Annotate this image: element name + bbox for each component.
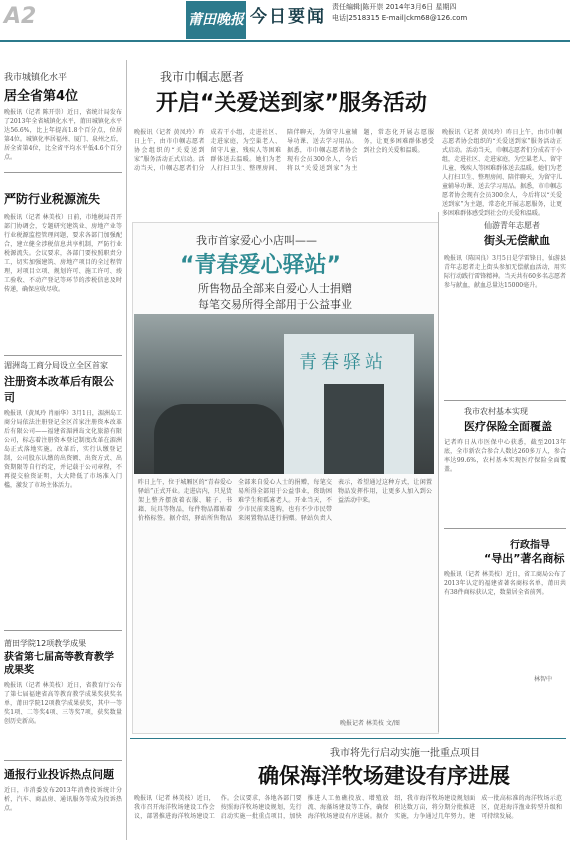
page-number: A2 <box>4 4 37 29</box>
article-kicker: 莆田学院12项教学成果 <box>4 639 87 648</box>
divider <box>4 630 122 631</box>
article-complaints <box>4 766 122 840</box>
feature-subtitle-1: 所售物品全部来自爱心人士捐赠 <box>198 282 352 295</box>
article-meizhou <box>4 360 122 645</box>
newspaper-logo: 莆田晚报 <box>186 1 246 39</box>
article-title: 街头无偿献血 <box>484 234 550 247</box>
main-kicker: 我市巾帼志愿者 <box>160 70 245 84</box>
article-title: 获省第七届高等教育教学成果奖 <box>4 652 114 676</box>
article-tax <box>4 190 122 363</box>
storefront-sign: 青春驿站 <box>299 352 387 373</box>
article-kicker: 湄洲岛工商分局设立全区首家 <box>4 361 108 370</box>
divider <box>444 528 566 529</box>
article-urbanization <box>4 70 122 166</box>
article-kicker: 行政指导 <box>510 540 550 551</box>
article-body: 记者昨日从市医保中心获悉，截至2013年底，全市新农合参合人数达260多万人，参合率达99.6%，农村基本实现医疗保险全面覆盖。 <box>444 439 566 473</box>
article-kicker: 仙游青年志愿者 <box>484 221 540 230</box>
feature-body: 昨日上午，位于城厢区的“青春爱心驿站”正式开业。走进店内，只见货架上整齐摆放着衣服、鞋子、书籍、玩具等物品，每件物品都贴着价格标签。据介绍，驿站所售物品全部来自爱心人士的捐赠，每笔交易所得全部用于公益事业，资助困难学生和孤寡老人。开业当天，不少市民前来选购，也有不少市民带来闲置物品进行捐赠。驿站负责人表示，希望通过这种方式，让闲置物品发挥作用，让更多人加入到公益活动中来。 <box>138 479 432 522</box>
feature-title: “青春爱心驿站” <box>180 253 341 278</box>
article-title: 严防行业税源流失 <box>4 192 101 206</box>
bottom-title: 确保海洋牧场建设有序进展 <box>258 764 510 788</box>
article-title: 通报行业投诉热点问题 <box>4 768 114 781</box>
contact-line: 电话|2518315 E-mail|ckm68@126.com <box>332 14 468 22</box>
bottom-body: 晚报讯（记者 林美枝）近日，我市召开海洋牧场建设工作会议，部署推进海洋牧场建设工作。会议要求，各地各部门要按照海洋牧场建设规划，先行启动实施一批重点项目，加快推进人工鱼礁投放、增殖放流、海藻场建设等工作，确保海洋牧场建设有序进展。据介绍，我市海洋牧场建设规划面积达数万亩，将分期分批推进实施，力争通过几年努力，建成一批高标准的海洋牧场示范区，促进海洋渔业转型升级和可持续发展。 <box>134 795 562 820</box>
divider <box>4 355 122 356</box>
divider <box>4 172 122 173</box>
article-body: 晚报讯（记者 陈开崇）近日，省统计局发布了2013年全省城镇化水平，莆田城镇化水平达56.6%，比上年提高1.8个百分点，位居第4位。城镇化率居福州、厦门、泉州之后，居全省第4位，比全省平均水平低4.6个百分点。 <box>4 109 122 161</box>
article-body: 晚报讯（陈国良）3月5日是学雷锋日，仙游县青年志愿者走上街头参加无偿献血活动，用实际行动践行雷锋精神。当天共有60多名志愿者参与献血，献血总量达15000毫升。 <box>444 255 566 289</box>
article-kicker: 我市农村基本实现 <box>464 407 528 416</box>
article-body: 晚报讯（黄凤玲 肖丽华）3月1日，湄洲岛工商分局依法注册登记全区首家注册资本改革后有限公司——福建省湄洲岛文化旅游有限公司，标志着注册资本登记制度改革在湄洲岛正式落地实施。改革后，实行认缴登记制，公司股东认缴的出资额、出资方式、出资期限等自行约定，并记载于公司章程，不再提交验资证明，大大降低了市场准入门槛，激发了市场主体活力。 <box>4 410 122 489</box>
divider <box>444 400 566 401</box>
divider <box>130 738 566 739</box>
editor-line: 责任编辑|陈开崇 2014年3月6日 星期四 <box>332 3 457 11</box>
article-title: 注册资本改革后有限公司 <box>4 375 114 404</box>
article-body: 近日，市消委发布2013年消费投诉统计分析，汽车、商品房、通讯服务等成为投诉热点。 <box>4 787 122 812</box>
article-title: “导出”著名商标 <box>484 552 565 565</box>
bottom-kicker: 我市将先行启动实施一批重点项目 <box>330 748 480 759</box>
article-author: 林智中 <box>534 676 553 683</box>
feature-author: 晚报记者 林美枝 文/图 <box>340 720 400 727</box>
article-kicker: 我市城镇化水平 <box>4 73 68 83</box>
article-body: 晚报讯（记者 林美枝）日前，市地税局召开部门协调会，专题研究建筑业、房地产业等行业税源监控管理问题，要求各部门加强配合，建立健全涉税信息共享机制，严防行业税源流失。会议要求，各部门要按照职责分工，切实加强建筑、房地产项目的全过程管理，对项目立项、规划许可、施工许可、竣工验收、不动产登记等环节的涉税信息及时传递，确保应收尽收。 <box>4 214 122 293</box>
main-body: 晚报讯（记者 黄凤玲）昨日上午，由市巾帼志愿者协会组织的“关爱送到家”服务活动正式启动。活动当天，巾帼志愿者们分成若干小组，走进社区、走进家庭，为空巢老人、留守儿童、残疾人等困难群体送去温暖。她们为老人打扫卫生、整理房间、陪伴聊天，为留守儿童辅导功课、送去学习用品。据悉，市巾帼志愿者协会现有会员300余人，今后将以“关爱送到家”为主题，常态化开展志愿服务，让更多困难群体感受到社会的关爱和温暖。 <box>134 129 434 172</box>
section-title: 今日要闻 <box>250 7 326 27</box>
storefront-door <box>324 384 384 474</box>
storefront-photo <box>134 314 434 474</box>
article-title: 居全省第4位 <box>4 89 79 104</box>
divider <box>4 760 122 761</box>
column-divider <box>126 60 127 840</box>
main-body-continued: 晚报讯（记者 黄凤玲）昨日上午，由市巾帼志愿者协会组织的“关爱送到家”服务活动正式启动。活动当天，巾帼志愿者们分成若干小组，走进社区、走进家庭，为空巢老人、留守儿童、残疾人等困难群体送去温暖。她们为老人打扫卫生、整理房间、陪伴聊天，为留守儿童辅导功课、送去学习用品。据悉，市巾帼志愿者协会现有会员300余人，今后将以“关爱送到家”为主题，常态化开展志愿服务，让更多困难群体感受到社会的关爱和温暖。 <box>442 129 563 217</box>
main-title: 开启“关爱送到家”服务活动 <box>156 91 427 116</box>
crowd <box>154 404 284 474</box>
article-ptu <box>4 638 122 747</box>
left-column <box>4 60 122 840</box>
header-meta <box>332 2 467 24</box>
article-body: 晚报讯（记者 林美枝）近日，省工商局公布了2013年认定的福建省著名商标名单，莆田共有38件商标获认定，数量居全省前列。 <box>444 571 566 596</box>
article-title: 医疗保险全面覆盖 <box>464 420 552 433</box>
column-divider <box>438 212 439 732</box>
right-column <box>444 214 566 734</box>
feature-subtitle-2: 每笔交易所得全部用于公益事业 <box>198 298 352 311</box>
feature-kicker: 我市首家爱心小店叫—— <box>196 234 317 247</box>
article-body: 晚报讯（记者 林美枝）近日，省教育厅公布了第七届福建省高等教育教学成果奖获奖名单，莆田学院12项教学成果获奖，其中一等奖1项、二等奖4项、三等奖7项，获奖数量创历史新高。 <box>4 682 122 725</box>
